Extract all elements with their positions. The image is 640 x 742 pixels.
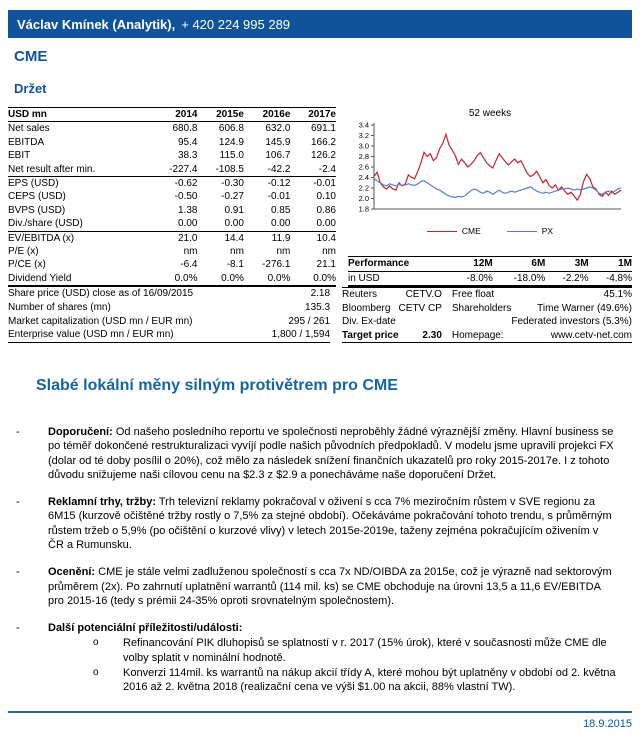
bullet-content	[48, 565, 632, 608]
info-label2: Shareholders	[451, 302, 512, 314]
y-tick-label: 2.0	[358, 194, 369, 204]
bullet-content	[48, 495, 632, 552]
chart-legend	[348, 226, 632, 236]
summary-value: 135.3	[305, 302, 331, 314]
info-value2: www.cetv-net.com	[550, 329, 632, 341]
bullet-text: Od našeho posledního reportu ve společnosti neproběhly žádné výraznější změny. Hlavní business se po téměř dokončené restrukturalizaci vyvíjí podle našich původních předpokladů. V modelu jsme upravili projekci FX (dolar od té doby posílil o 20%), což mělo za následek snížení finančních ukazatelů pro roky 2015-2017e. I z tohoto důvodu snižujeme naši cílovou cenu na $2.3 z $2.9 a ponecháváme naše doporučení Držet.	[48, 425, 614, 481]
fin-row	[8, 204, 336, 217]
perf-cell: in USD	[348, 272, 380, 284]
summary-label: Number of shares (mn)	[8, 302, 111, 314]
bullet-marker: -	[16, 425, 20, 438]
info-table	[342, 287, 632, 343]
legend-line-swatch	[507, 231, 537, 232]
fin-header-cell: 2014	[175, 109, 198, 120]
fin-cell: nm	[183, 246, 198, 258]
info-row	[342, 315, 632, 328]
fin-cell: EBITDA	[8, 136, 45, 148]
financials-table	[8, 107, 336, 287]
fin-cell: 0.0%	[174, 272, 198, 284]
fin-row	[8, 122, 336, 136]
fin-cell: nm	[322, 246, 336, 258]
fin-cell: 0.00	[316, 218, 336, 230]
fin-cell: 21.0	[178, 232, 198, 244]
key-data-block	[8, 287, 632, 343]
fin-cell: 124.9	[218, 136, 244, 148]
summary-row	[8, 287, 330, 301]
analyst-bar	[8, 10, 632, 38]
fin-cell: 1.38	[178, 204, 198, 216]
sub-bullet-item	[48, 666, 616, 695]
bullet-lead: Ocenění:	[48, 566, 96, 579]
fin-cell: 0.00	[224, 218, 244, 230]
fin-cell: -108.5	[215, 163, 244, 175]
top-block	[8, 107, 632, 287]
headline: Slabé lokální měny silným protivětrem pro CME	[36, 376, 398, 394]
footer	[8, 711, 632, 730]
fin-header-cell: USD mn	[8, 109, 47, 120]
fin-cell: EBIT	[8, 150, 31, 162]
perf-cell: -8.0%	[466, 272, 493, 284]
info-value2: Federated investors (5.3%)	[511, 316, 632, 328]
sub-bullet-marker: o	[93, 667, 99, 679]
info-row	[342, 288, 632, 302]
y-tick-label: 1.8	[358, 204, 369, 214]
fin-cell: P/CE (x)	[8, 259, 46, 271]
financials-column	[8, 107, 336, 287]
bullet-list	[8, 425, 632, 695]
summary-value: 1,800 / 1,594	[271, 329, 331, 341]
fin-cell: -0.01	[267, 191, 291, 203]
info-value2: 45.1%	[603, 289, 632, 301]
summary-value: 295 / 261	[288, 315, 331, 327]
sub-bullet-text: Konverzi 114mil. ks warrantů na nákup akcií třídy A, které mohou být uplatněny v období od 2. května 2016 až 2. května 2018 (realizační cena ve výši $1.00 na akcii, 88% vlastní TW).	[123, 667, 616, 694]
info-value: 2.30	[422, 329, 442, 341]
bullet-item	[8, 425, 632, 482]
fin-cell: 691.1	[310, 123, 336, 135]
fin-cell: -0.12	[267, 178, 291, 190]
fin-cell: P/E (x)	[8, 246, 39, 258]
fin-cell: 606.8	[218, 123, 244, 135]
fin-cell: -276.1	[262, 259, 291, 271]
fin-cell: Dividend Yield	[8, 272, 72, 284]
fin-cell: Net sales	[8, 123, 50, 135]
bullet-lead: Doporučení:	[48, 425, 113, 438]
summary-label: Market capitalization (USD mn / EUR mn)	[8, 315, 193, 327]
price-chart-box	[348, 107, 632, 236]
fin-cell: 0.10	[316, 191, 336, 203]
fin-cell: 0.00	[178, 218, 198, 230]
fin-cell: BVPS (USD)	[8, 204, 66, 216]
fin-header-cell: 2016e	[262, 109, 291, 120]
fin-row	[8, 163, 336, 177]
analyst-name: Václav Kmínek (Analytik),	[17, 16, 176, 32]
y-tick-label: 3.2	[358, 131, 369, 141]
summary-row	[8, 301, 330, 315]
fin-cell: -6.4	[180, 259, 198, 271]
bullet-content	[48, 621, 632, 694]
fin-row	[8, 190, 336, 203]
sub-bullet-text: Refinancování PIK dluhopisů se splatností v r. 2017 (15% úrok), které v současnosti může CME dle volby splatit v nominální hodnotě.	[123, 637, 607, 664]
bullet-marker: -	[16, 622, 20, 635]
fin-cell: CEPS (USD)	[8, 191, 66, 203]
fin-cell: 0.91	[224, 204, 244, 216]
info-label2	[450, 315, 511, 328]
bullet-lead: Reklamní trhy, tržby:	[48, 496, 156, 509]
perf-cell: -2.2%	[562, 272, 589, 284]
summary-label: Share price (USD) close as of 16/09/2015	[8, 288, 194, 300]
fin-cell: 0.86	[316, 204, 336, 216]
legend-line-swatch	[427, 231, 457, 232]
fin-row	[8, 245, 336, 258]
fin-cell: 10.4	[316, 232, 336, 244]
fin-row	[8, 258, 336, 271]
fin-cell: 0.85	[270, 204, 291, 216]
legend-item-px	[507, 226, 553, 236]
sub-bullet-marker: o	[93, 637, 99, 649]
legend-label: CME	[461, 226, 481, 236]
info-value	[399, 315, 450, 328]
fin-cell: 95.4	[178, 136, 198, 148]
fin-cell: 38.3	[178, 150, 198, 162]
fin-cell: -0.27	[221, 191, 244, 203]
summary-label: Enterprise value (USD mn / EUR mn)	[8, 329, 174, 341]
fin-header-cell: 2017e	[308, 109, 336, 120]
fin-cell: 0.00	[270, 218, 291, 230]
perf-cell: -18.0%	[513, 272, 546, 284]
fin-cell: -0.62	[174, 178, 198, 190]
legend-label: PX	[541, 226, 554, 236]
fin-cell: nm	[230, 246, 244, 258]
perf-cell: -4.8%	[605, 272, 632, 284]
performance-table	[348, 256, 632, 287]
y-tick-label: 3.4	[358, 120, 369, 130]
info-label: Bloomberg	[342, 302, 391, 314]
info-label: Reuters	[342, 289, 378, 301]
bullet-marker: -	[16, 496, 20, 509]
fin-cell: -227.4	[169, 163, 198, 175]
fin-cell: 166.2	[310, 136, 336, 148]
fin-cell: Div./share (USD)	[8, 218, 83, 230]
perf-header-cell: 3M	[574, 258, 589, 270]
info-label2: Homepage:	[451, 329, 504, 341]
fin-cell: 126.2	[310, 150, 336, 162]
fin-row	[8, 231, 336, 245]
financials-header-row	[8, 108, 336, 122]
fin-cell: 0.0%	[221, 272, 244, 284]
summary-value: 2.18	[310, 288, 331, 300]
perf-header-cell: Performance	[348, 258, 410, 270]
fin-cell: 632.0	[265, 123, 291, 135]
fin-cell: 0.0%	[313, 272, 336, 284]
fin-cell: 21.1	[316, 259, 336, 271]
bullet-item	[8, 621, 632, 694]
fin-cell: 115.0	[219, 150, 244, 162]
fin-cell: 0.0%	[267, 272, 291, 284]
info-value: CETV.O	[405, 289, 442, 301]
fin-cell: -0.50	[174, 191, 198, 203]
fin-cell: -8.1	[226, 259, 244, 271]
bullet-lead: Další potenciální příležitosti/události:	[48, 622, 243, 635]
fin-cell: EPS (USD)	[8, 178, 59, 190]
y-tick-label: 2.4	[358, 173, 369, 183]
summary-table	[8, 287, 330, 343]
bullet-item	[8, 495, 632, 552]
fin-row	[8, 149, 336, 162]
footer-rule	[8, 711, 632, 713]
recommendation-label: Držet	[14, 81, 47, 96]
fin-header-cell: 2015e	[216, 109, 244, 120]
summary-row	[8, 315, 330, 329]
fin-row	[8, 136, 336, 149]
chart-title: 52 weeks	[468, 108, 512, 119]
fin-cell: 145.9	[265, 136, 291, 148]
y-tick-label: 2.8	[358, 152, 369, 162]
bullet-content	[48, 425, 632, 482]
fin-cell: 14.4	[224, 232, 244, 244]
summary-row	[8, 328, 330, 342]
chart-column	[348, 107, 632, 287]
fin-cell: nm	[276, 246, 291, 258]
fin-cell: 680.8	[172, 123, 198, 135]
fin-row	[8, 272, 336, 286]
fin-cell: 11.9	[271, 232, 291, 244]
fin-cell: -2.4	[318, 163, 336, 175]
legend-item-cme	[427, 226, 481, 236]
y-tick-label: 2.2	[358, 183, 369, 193]
chart-series-cme	[374, 134, 621, 200]
info-label: Div. Ex-date	[342, 316, 396, 328]
perf-header-cell: 12M	[473, 258, 493, 270]
fin-row	[8, 217, 336, 231]
y-tick-label: 3.0	[358, 141, 369, 151]
sub-bullet-item	[48, 636, 616, 665]
fin-row	[8, 177, 336, 191]
fin-cell: EV/EBITDA (x)	[8, 232, 75, 244]
fin-cell: -0.01	[313, 178, 336, 190]
info-value: CETV CP	[398, 302, 442, 314]
fin-cell: Net result after min.	[8, 163, 96, 175]
info-label2: Free float	[451, 289, 495, 301]
y-tick-label: 2.6	[358, 162, 369, 172]
bullet-item	[8, 565, 632, 608]
report-date: 18.9.2015	[583, 718, 632, 730]
price-chart	[348, 120, 626, 220]
info-row	[342, 329, 632, 343]
perf-header-cell: 1M	[618, 258, 632, 270]
bullet-marker: -	[16, 566, 20, 579]
report-title: CME	[14, 48, 48, 65]
info-label: Target price	[342, 329, 399, 341]
fin-cell: 106.7	[265, 150, 291, 162]
info-row	[342, 302, 632, 315]
bullet-text: Trh televizní reklamy pokračoval v oživení s cca 7% meziročním růstem v SVE regionu za 6M15 (kurzově očištěné tržby rostly o 7,5% za stejné období). Očekáváme pokračování tohoto trendu, s průměrným růstem tržeb o 5,9% (po očištění o kurzové vlivy) v letech 2015e-2019e, taženy zejména pokračujícím oživením v ČR a Rumunsku.	[48, 496, 612, 551]
performance-header-row	[348, 257, 632, 271]
analyst-phone: + 420 224 995 289	[181, 16, 291, 32]
perf-row	[348, 271, 632, 286]
fin-cell: -42.2	[267, 163, 291, 175]
bullet-text: CME je stále velmi zadluženou společností s cca 7x ND/OIBDA za 2015e, což je výrazně nad sektorovým průměrem (2x). Po zahrnutí uplatnění warrantů (114 mil. ks) se CME obchoduje na úrovni 13,5 a 11,6 EV/EBITDA pro 2015-16 (tedy s prémii 24-35% oproti srovnatelným společnostem).	[48, 566, 612, 607]
perf-header-cell: 6M	[531, 258, 546, 270]
info-value2: Time Warner (49.6%)	[537, 302, 632, 314]
fin-cell: -0.30	[221, 178, 244, 190]
